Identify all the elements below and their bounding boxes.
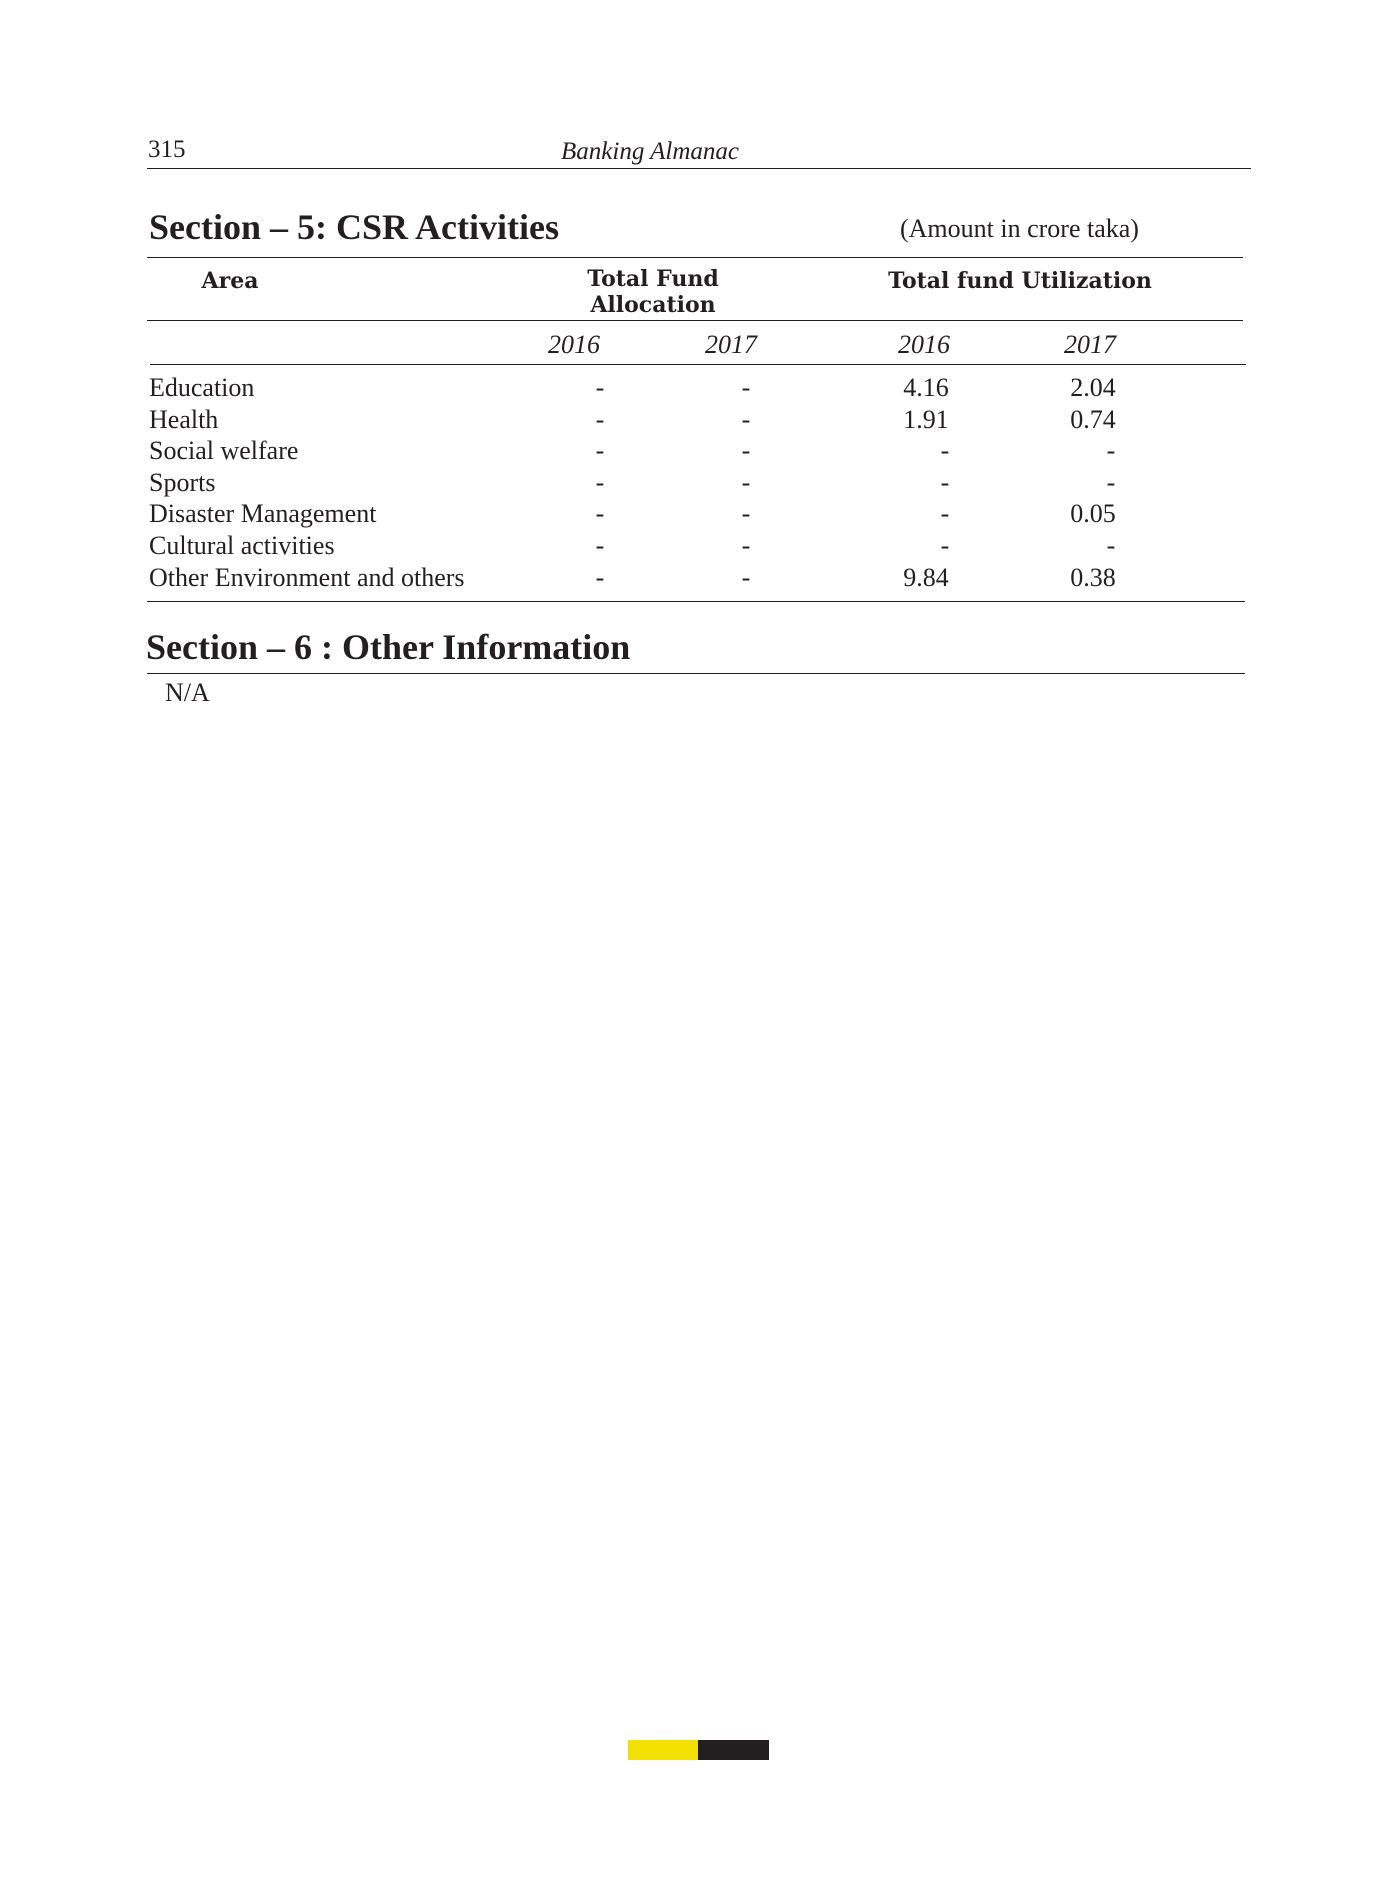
table-cell: - (1106, 436, 1116, 465)
table-cell: - (595, 436, 605, 465)
table-top-rule (147, 257, 1243, 258)
table-cell: - (741, 436, 751, 465)
table-row-area: Other Environment and others (149, 563, 465, 592)
table-cell: - (940, 436, 950, 465)
year-row-rule (150, 364, 1246, 365)
section-6-rule (147, 673, 1245, 674)
table-cell: 0.05 (1070, 499, 1116, 528)
footer-bar-yellow (628, 1740, 698, 1760)
table-cell: 1.91 (903, 405, 949, 434)
section-5-title: Section – 5: CSR Activities (149, 207, 559, 247)
table-cell: - (741, 405, 751, 434)
table-cell: 2.04 (1070, 373, 1116, 402)
table-cell: - (741, 563, 751, 592)
table-cell: - (1106, 468, 1116, 497)
column-header-allocation-line2: Allocation (590, 292, 716, 318)
table-cell: - (940, 499, 950, 528)
year-util-2017: 2017 (1064, 330, 1116, 359)
table-cell: - (1106, 531, 1116, 560)
header-divider-rule (147, 320, 1243, 321)
table-row-area: Sports (149, 468, 216, 497)
table-row-area: Health (149, 405, 219, 434)
table-cell: - (741, 468, 751, 497)
column-header-utilization: Total fund Utilization (888, 268, 1152, 294)
section-6-title: Section – 6 : Other Information (146, 627, 631, 667)
table-cell: - (595, 531, 605, 560)
header-rule (147, 168, 1251, 169)
table-cell: - (940, 468, 950, 497)
table-cell: - (595, 563, 605, 592)
year-util-2016: 2016 (898, 330, 950, 359)
table-cell: - (741, 373, 751, 402)
table-cell: 0.74 (1070, 405, 1116, 434)
table-cell: - (595, 499, 605, 528)
column-header-allocation-line1: Total Fund (587, 266, 719, 292)
table-cell: - (595, 405, 605, 434)
table-cell: 9.84 (903, 563, 949, 592)
table-row-area: Disaster Management (149, 499, 377, 528)
amount-unit-note: (Amount in crore taka) (900, 214, 1139, 243)
section-6-content: N/A (165, 678, 210, 707)
year-alloc-2017: 2017 (705, 330, 757, 359)
table-bottom-rule (147, 601, 1245, 602)
table-row-area: Social welfare (149, 436, 299, 465)
page-number: 315 (148, 136, 186, 163)
publication-title: Banking Almanac (561, 138, 739, 165)
table-cell: 0.38 (1070, 563, 1116, 592)
table-cell: - (741, 499, 751, 528)
table-cell: - (741, 531, 751, 560)
table-row-area: Education (149, 373, 255, 402)
table-cell: - (595, 373, 605, 402)
column-header-area: Area (201, 268, 259, 294)
table-cell: - (940, 531, 950, 560)
table-cell: - (595, 468, 605, 497)
table-row-area: Cultural activities (149, 531, 335, 560)
table-cell: 4.16 (903, 373, 949, 402)
year-alloc-2016: 2016 (548, 330, 600, 359)
footer-bar-dark (698, 1740, 769, 1760)
